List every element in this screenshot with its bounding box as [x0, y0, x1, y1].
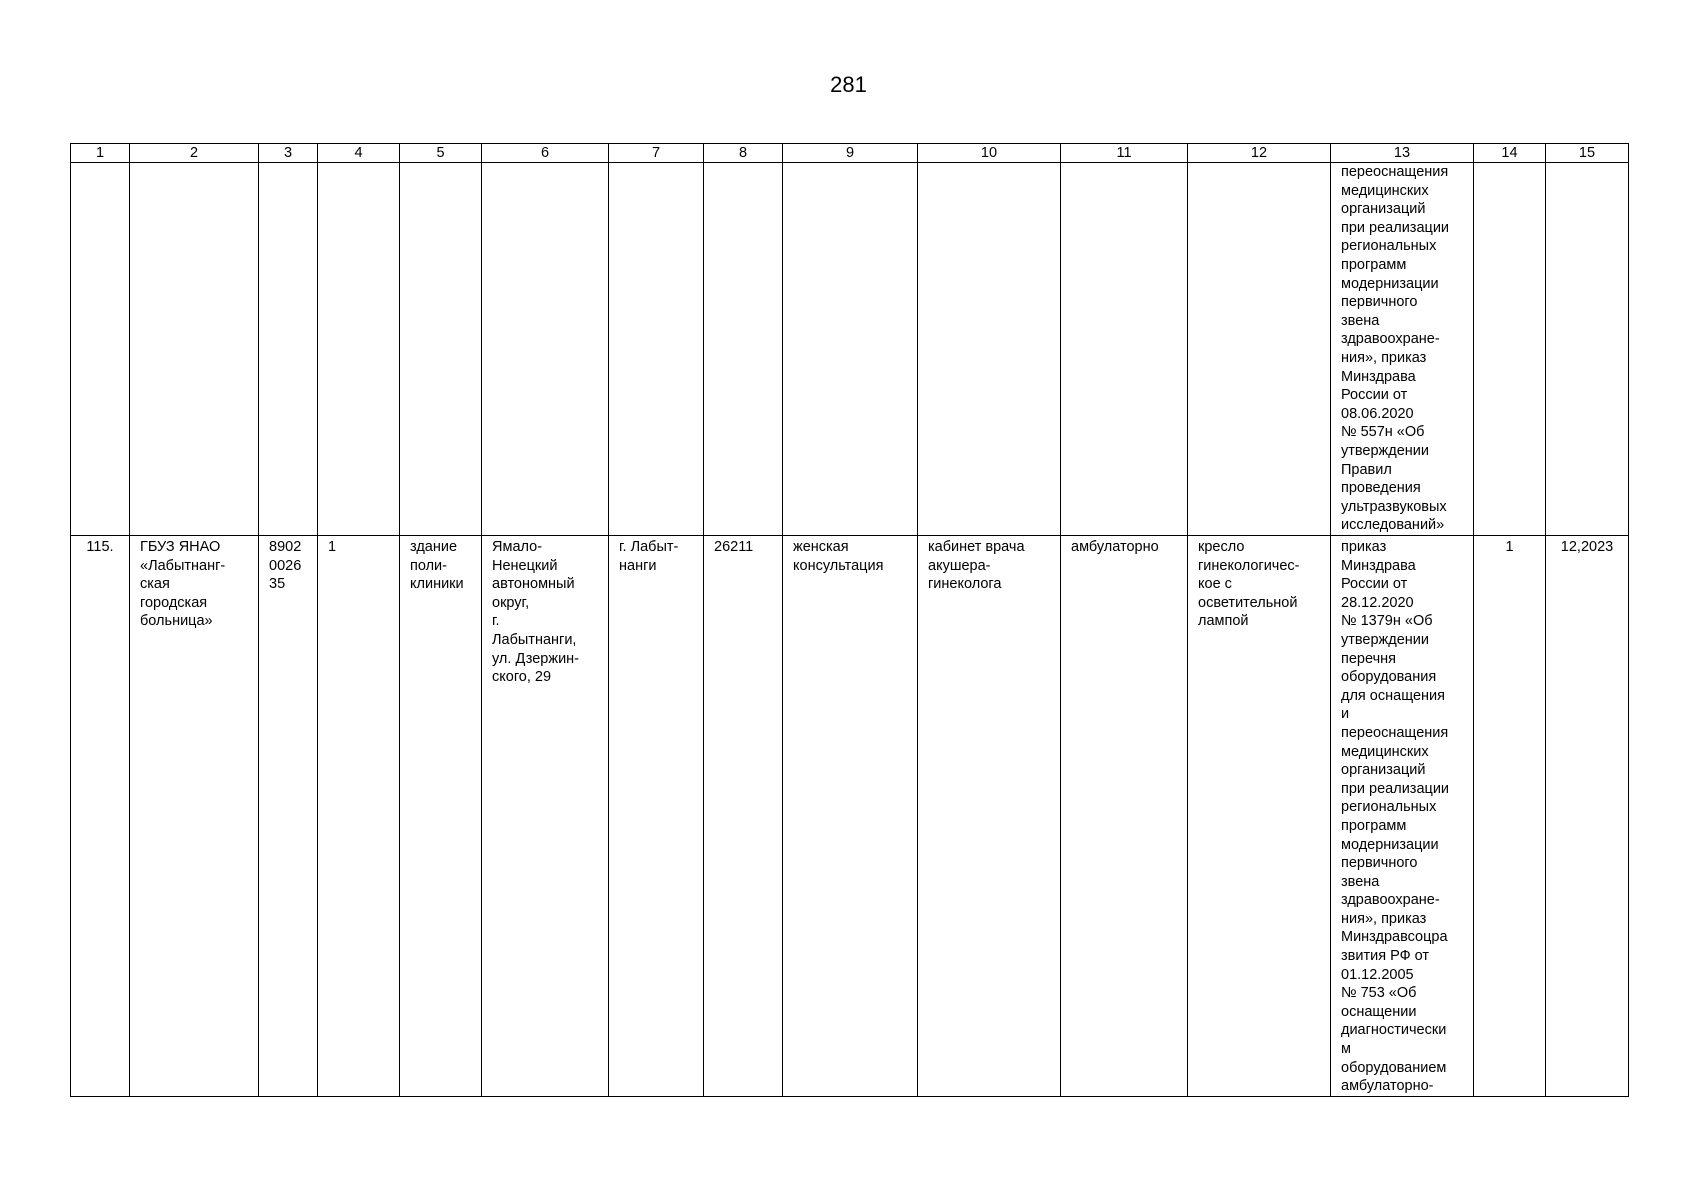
table-cell: 1 — [318, 536, 400, 1097]
column-number-row — [71, 144, 1629, 163]
column-header: 9 — [783, 144, 918, 163]
organization-cell: ГБУЗ ЯНАО «Лабытнанг- ская городская больница» — [130, 536, 259, 1097]
equipment-cell: кресло гинекологичес- кое с осветительной лампой — [1188, 536, 1331, 1097]
table-cell — [130, 163, 259, 536]
column-header: 4 — [318, 144, 400, 163]
column-header: 10 — [918, 144, 1061, 163]
table-cell — [259, 163, 318, 536]
column-header: 1 — [71, 144, 130, 163]
column-header: 15 — [1546, 144, 1629, 163]
column-header: 2 — [130, 144, 259, 163]
care-type-cell: амбулаторно — [1061, 536, 1188, 1097]
department-cell: женская консультация — [783, 536, 918, 1097]
quantity-cell: 1 — [1474, 536, 1546, 1097]
column-header: 13 — [1331, 144, 1474, 163]
table-cell — [400, 163, 482, 536]
column-header: 11 — [1061, 144, 1188, 163]
table-cell — [609, 163, 704, 536]
column-header: 6 — [482, 144, 609, 163]
regulation-basis-cell: переоснащения медицинских организаций при реализации региональных программ модернизации первичного звена здравоохране- ния», приказ Минздрава России от 08.06.2020 № 557н «Об утверждении Правил проведения ультразвуковых исследований» — [1331, 163, 1474, 536]
column-header: 12 — [1188, 144, 1331, 163]
table-cell — [704, 163, 783, 536]
table-cell — [1188, 163, 1331, 536]
inn-cell: 8902 0026 35 — [259, 536, 318, 1097]
table-cell — [318, 163, 400, 536]
column-header: 8 — [704, 144, 783, 163]
table-cell — [1061, 163, 1188, 536]
locality-cell: г. Лабыт- нанги — [609, 536, 704, 1097]
column-header: 3 — [259, 144, 318, 163]
table-cell — [1546, 163, 1629, 536]
table-cell — [1474, 163, 1546, 536]
office-cell: кабинет врача акушера- гинеколога — [918, 536, 1061, 1097]
page-number: 281 — [830, 72, 867, 97]
continuation-row — [71, 163, 1629, 536]
code-cell: 26211 — [704, 536, 783, 1097]
address-cell: Ямало- Ненецкий автономный округ, г. Лабытнанги, ул. Дзержин- ского, 29 — [482, 536, 609, 1097]
table-cell — [71, 163, 130, 536]
column-header: 5 — [400, 144, 482, 163]
building-cell: здание поли- клиники — [400, 536, 482, 1097]
table-row — [71, 536, 1629, 1097]
column-header: 14 — [1474, 144, 1546, 163]
table-cell — [918, 163, 1061, 536]
date-cell: 12,2023 — [1546, 536, 1629, 1097]
regulation-basis-cell: приказ Минздрава России от 28.12.2020 № 1379н «Об утверждении перечня оборудования для оснащения и переоснащения медицинских организаций при реализации региональных программ модернизации первичного звена здравоохране- ния», приказ Минздравсоцра звития РФ от 01.12.2005 № 753 «Об оснащении диагностически м оборудованием амбулаторно- — [1331, 536, 1474, 1097]
equipment-table — [70, 143, 1629, 1097]
table-cell — [783, 163, 918, 536]
row-number-cell: 115. — [71, 536, 130, 1097]
column-header: 7 — [609, 144, 704, 163]
table-cell — [482, 163, 609, 536]
